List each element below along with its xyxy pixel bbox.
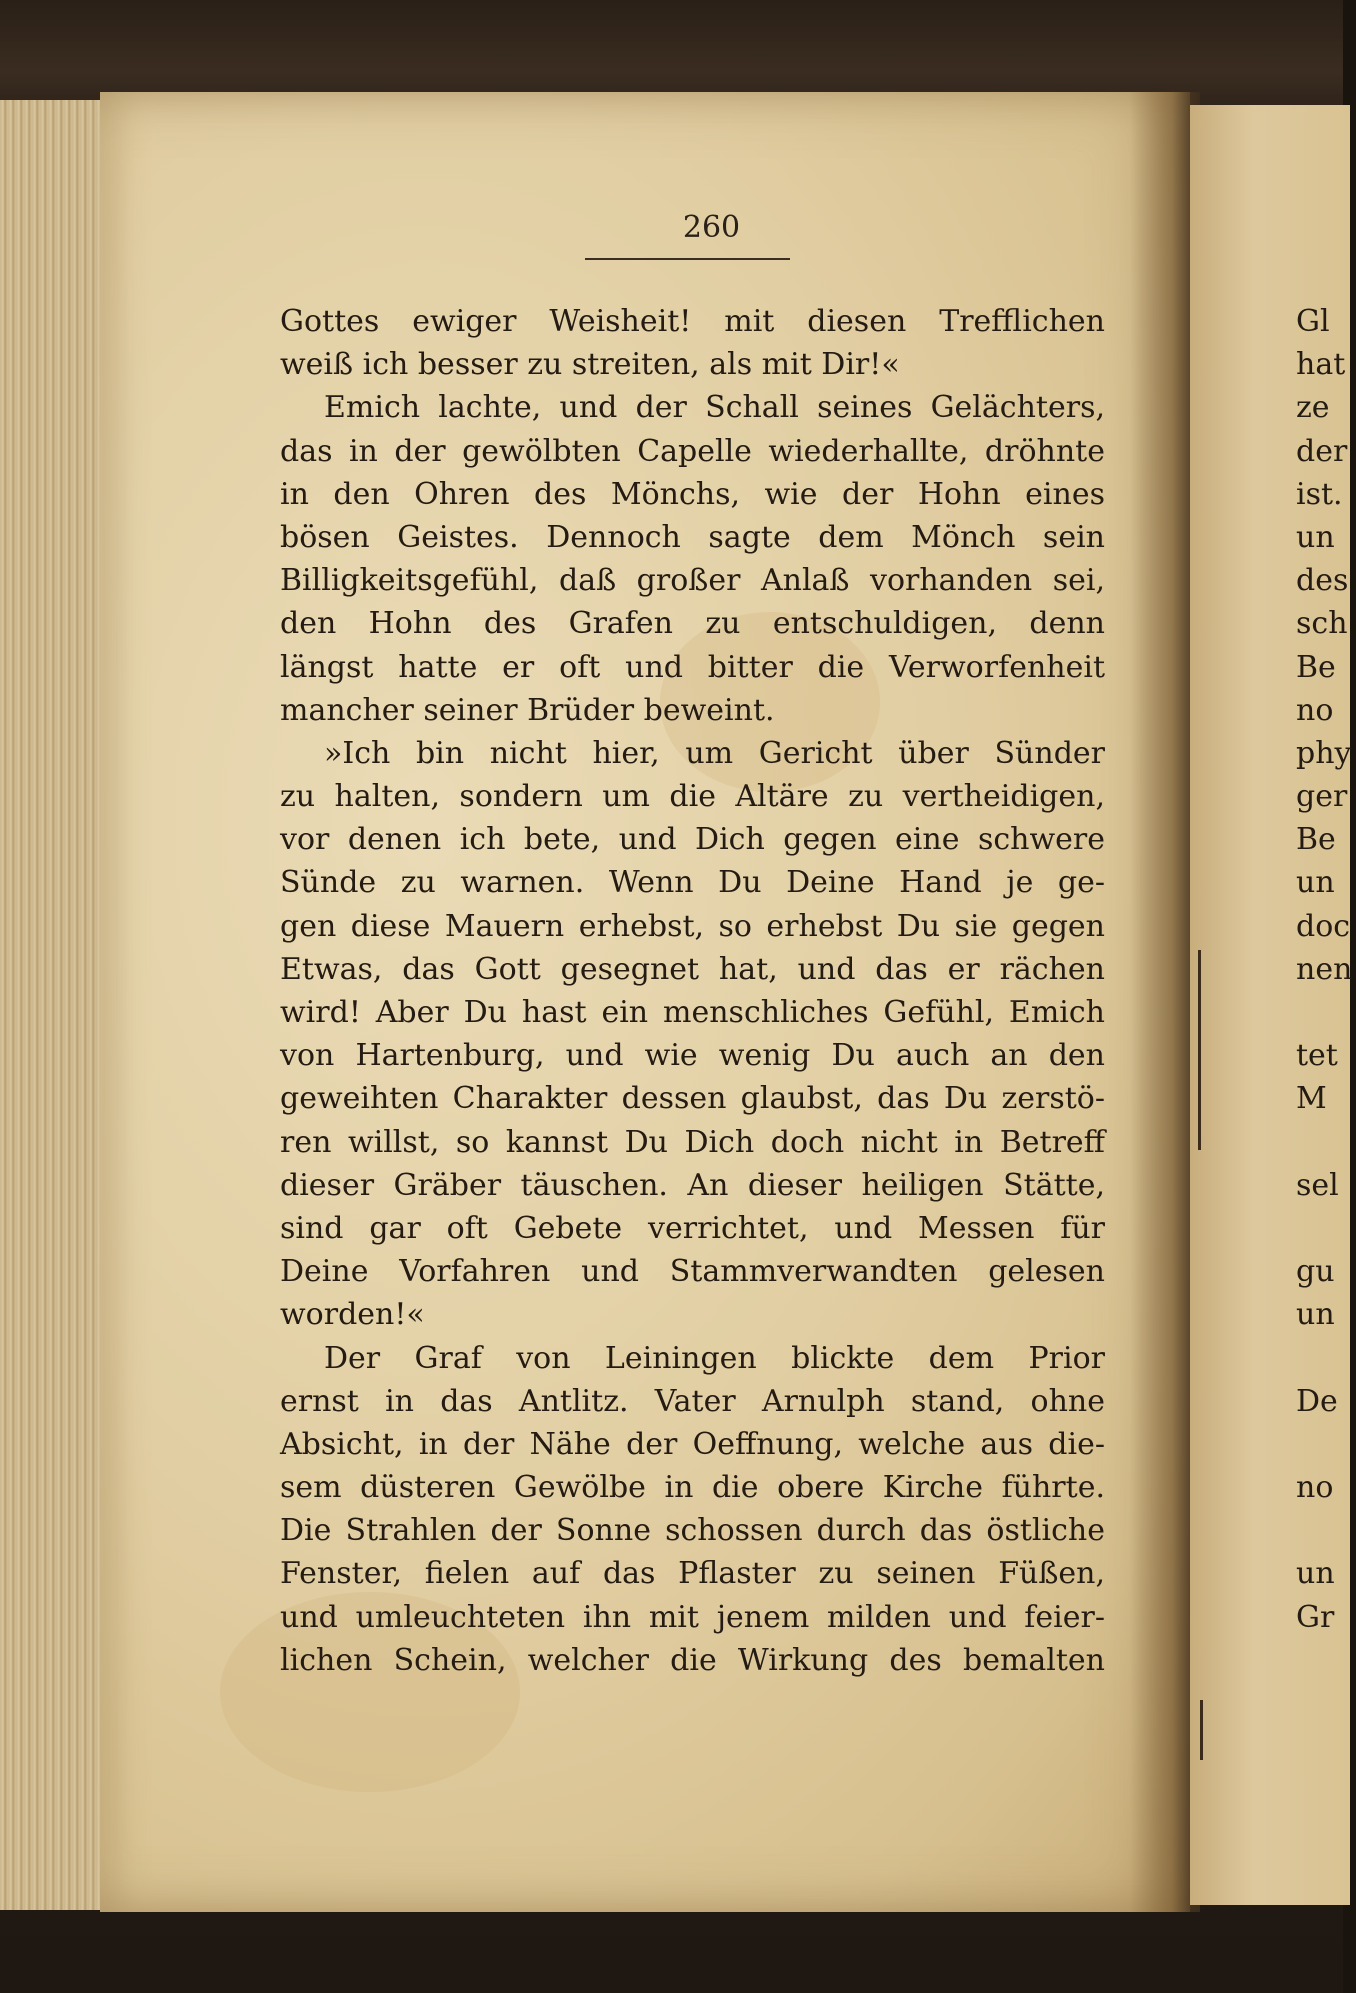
text-line: wird! Aber Du hast ein menschliches Gefühl, Emich: [280, 995, 1105, 1030]
text-line: bösen Geistes. Dennoch sagte dem Mönch sein: [280, 519, 1105, 555]
text-line: weiß ich besser zu streiten, als mit Dir!«: [280, 347, 900, 383]
facing-page-fragment: un: [1296, 1297, 1335, 1333]
facing-page-fragment: [1296, 1337, 1356, 1380]
facing-page-fragment: ze: [1296, 390, 1330, 426]
facing-page-fragment: Gl: [1296, 304, 1330, 339]
facing-page-fragment: ger: [1296, 779, 1348, 815]
text-line: Sünde zu warnen. Wenn Du Deine Hand je ge-: [280, 865, 1105, 901]
page-stack-edge: [0, 100, 112, 1910]
facing-page-fragment: tet: [1296, 1038, 1338, 1074]
facing-page-fragment: M: [1296, 1081, 1327, 1117]
text-line: dieser Gräber täuschen. An dieser heiligen Stätte,: [280, 1167, 1105, 1203]
text-line: worden!«: [280, 1297, 425, 1333]
text-line: lichen Schein, welcher die Wirkung des bemalten: [280, 1642, 1105, 1678]
facing-page-fragment: [1296, 1121, 1356, 1164]
facing-page-fragment: des: [1296, 563, 1349, 599]
facing-page-fragment: un: [1296, 519, 1335, 555]
facing-page-fragment: phy: [1296, 735, 1352, 771]
text-line: das in der gewölbten Capelle wiederhallte, dröhnte: [280, 433, 1105, 469]
facing-page-fragment: [1296, 991, 1356, 1034]
gutter-shadow-line: [1200, 1700, 1203, 1760]
text-line: Billigkeitsgefühl, daß großer Anlaß vorhanden sei,: [280, 563, 1105, 599]
facing-page-text: [1296, 300, 1356, 1639]
text-line: gen diese Mauern erhebst, so erhebst Du sie gegen: [280, 908, 1105, 944]
text-line: »Ich bin nicht hier, um Gericht über Sünder: [324, 735, 1105, 771]
text-line: vor denen ich bete, und Dich gegen eine schwere: [280, 822, 1105, 858]
text-line: und umleuchteten ihn mit jenem milden und feier-: [280, 1599, 1105, 1635]
facing-page-fragment: no: [1296, 692, 1334, 728]
facing-page-fragment: sch: [1296, 606, 1348, 642]
facing-page-fragment: [1296, 1207, 1356, 1250]
facing-page-fragment: gu: [1296, 1254, 1335, 1290]
text-line: Etwas, das Gott gesegnet hat, und das er rächen: [280, 951, 1105, 987]
text-line: Emich lachte, und der Schall seines Gelächters,: [324, 390, 1105, 426]
facing-page-fragment: doc: [1296, 908, 1351, 944]
body-text: [280, 300, 1105, 1682]
text-line: ernst in das Antlitz. Vater Arnulph stand, ohne: [280, 1383, 1105, 1419]
header-rule: [585, 258, 790, 260]
gutter-shadow-line: [1198, 950, 1201, 1150]
text-line: Fenster, fielen auf das Pflaster zu seinen Füßen,: [280, 1556, 1105, 1592]
facing-page-fragment: un: [1296, 865, 1335, 901]
text-line: in den Ohren des Mönchs, wie der Hohn eines: [280, 476, 1105, 512]
facing-page-fragment: hat: [1296, 347, 1346, 383]
facing-page-fragment: Be: [1296, 649, 1336, 685]
text-line: Absicht, in der Nähe der Oeffnung, welche aus die-: [280, 1426, 1105, 1462]
facing-page-fragment: un: [1296, 1556, 1335, 1592]
facing-page-fragment: [1296, 1423, 1356, 1466]
facing-page-fragment: De: [1296, 1383, 1338, 1419]
text-line: längst hatte er oft und bitter die Verworfenheit: [280, 649, 1105, 685]
text-line: mancher seiner Brüder beweint.: [280, 692, 775, 728]
text-line: den Hohn des Grafen zu entschuldigen, denn: [280, 606, 1105, 642]
facing-page-fragment: ist.: [1296, 476, 1343, 512]
text-line: Gottes ewiger Weisheit! mit diesen Trefflichen: [280, 304, 1105, 339]
facing-page-fragment: nen: [1296, 951, 1353, 987]
text-line: ren willst, so kannst Du Dich doch nicht in Betreff: [280, 1124, 1105, 1160]
text-line: sem düsteren Gewölbe in die obere Kirche führte.: [280, 1470, 1105, 1506]
text-line: geweihten Charakter dessen glaubst, das Du zerstö-: [280, 1081, 1105, 1117]
page-number-text: 260: [682, 210, 741, 245]
text-line: zu halten, sondern um die Altäre zu vertheidigen,: [280, 779, 1105, 815]
facing-page-fragment: sel: [1296, 1167, 1339, 1203]
facing-page-fragment: Be: [1296, 822, 1336, 858]
facing-page-fragment: no: [1296, 1470, 1334, 1506]
text-line: von Hartenburg, und wie wenig Du auch an den: [280, 1038, 1105, 1074]
text-line: Deine Vorfahren und Stammverwandten gelesen: [280, 1254, 1105, 1290]
text-line: Der Graf von Leiningen blickte dem Prior: [324, 1340, 1105, 1376]
facing-page-fragment: Gr: [1296, 1599, 1335, 1635]
facing-page-fragment: [1296, 1509, 1356, 1552]
facing-page-fragment: der: [1296, 433, 1348, 469]
text-line: Die Strahlen der Sonne schossen durch das östliche: [280, 1513, 1105, 1549]
text-line: sind gar oft Gebete verrichtet, und Messen für: [280, 1210, 1105, 1246]
page-number: [0, 210, 1343, 245]
